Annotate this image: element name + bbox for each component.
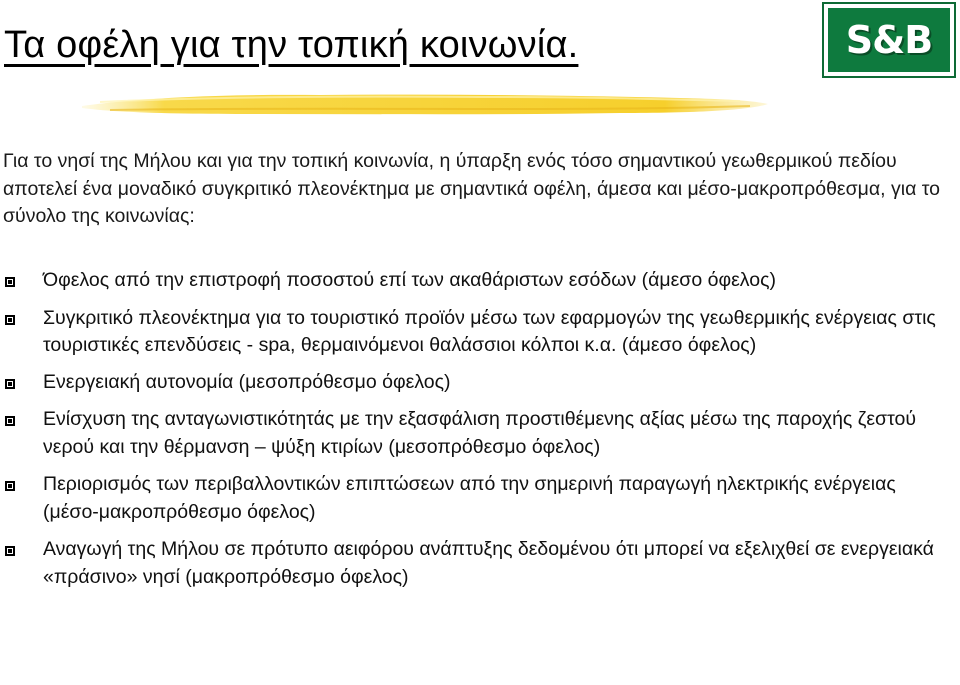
square-bullet-icon [4,276,16,288]
square-bullet-icon [4,378,16,390]
bullet-text: Περιορισμός των περιβαλλοντικών επιπτώσεων από την σημερινή παραγωγή ηλεκτρικής ενέργειας (μέσο-μακροπρόθεσμο όφελος) [43,473,896,523]
bullet-text: Συγκριτικό πλεονέκτημα για το τουριστικό προϊόν μέσω των εφαρμογών της γεωθερμικής ενέργειας στις τουριστικές επενδύσεις - spa, θερμαινόμενοι θαλάσσιοι κόλποι κ.α. (άμεσο όφελος) [43,306,936,356]
list-item [0,267,960,295]
bullet-text: Αναγωγή της Μήλου σε πρότυπο αειφόρου ανάπτυξης δεδομένου ότι μπορεί να εξελιχθεί σε ενεργειακά «πράσινο» νησί (μακροπρόθεσμο όφελος) [43,538,934,588]
bullet-text: Ενίσχυση της ανταγωνιστικότητάς με την εξασφάλιση προστιθέμενης αξίας μέσω της παροχής ζεστού νερού και την θέρμανση – ψύξη κτιρίων (μεσοπρόθεσμο όφελος) [43,408,917,458]
square-bullet-icon [4,415,16,427]
list-item [0,406,960,461]
slide-title: Τα οφέλη για την τοπική κοινωνία. [4,24,579,66]
list-item [0,471,960,526]
benefits-list [0,267,960,591]
sb-logo [822,2,956,78]
list-item [0,305,960,360]
square-bullet-icon [4,545,16,557]
list-item [0,536,960,591]
square-bullet-icon [4,480,16,492]
list-item [0,369,960,397]
bullet-text: Ενεργειακή αυτονομία (μεσοπρόθεσμο όφελος) [43,370,451,393]
sb-logo-badge [828,8,950,72]
intro-paragraph: Για το νησί της Μήλου και για την τοπική κοινωνία, η ύπαρξη ενός τόσο σημαντικού γεωθερμικού πεδίου αποτελεί ένα μοναδικό συγκριτικό πλεονέκτημα με σημαντικά οφέλη, άμεσα και μέσο-μακροπρόθεσμα, για το σύνολο της κοινωνίας: [3,150,941,227]
yellow-brush-stroke [80,86,770,120]
logo-text: S&B [845,18,933,62]
bullet-text: Όφελος από την επιστροφή ποσοστού επί των ακαθάριστων εσόδων (άμεσο όφελος) [43,269,776,291]
square-bullet-icon [4,314,16,326]
